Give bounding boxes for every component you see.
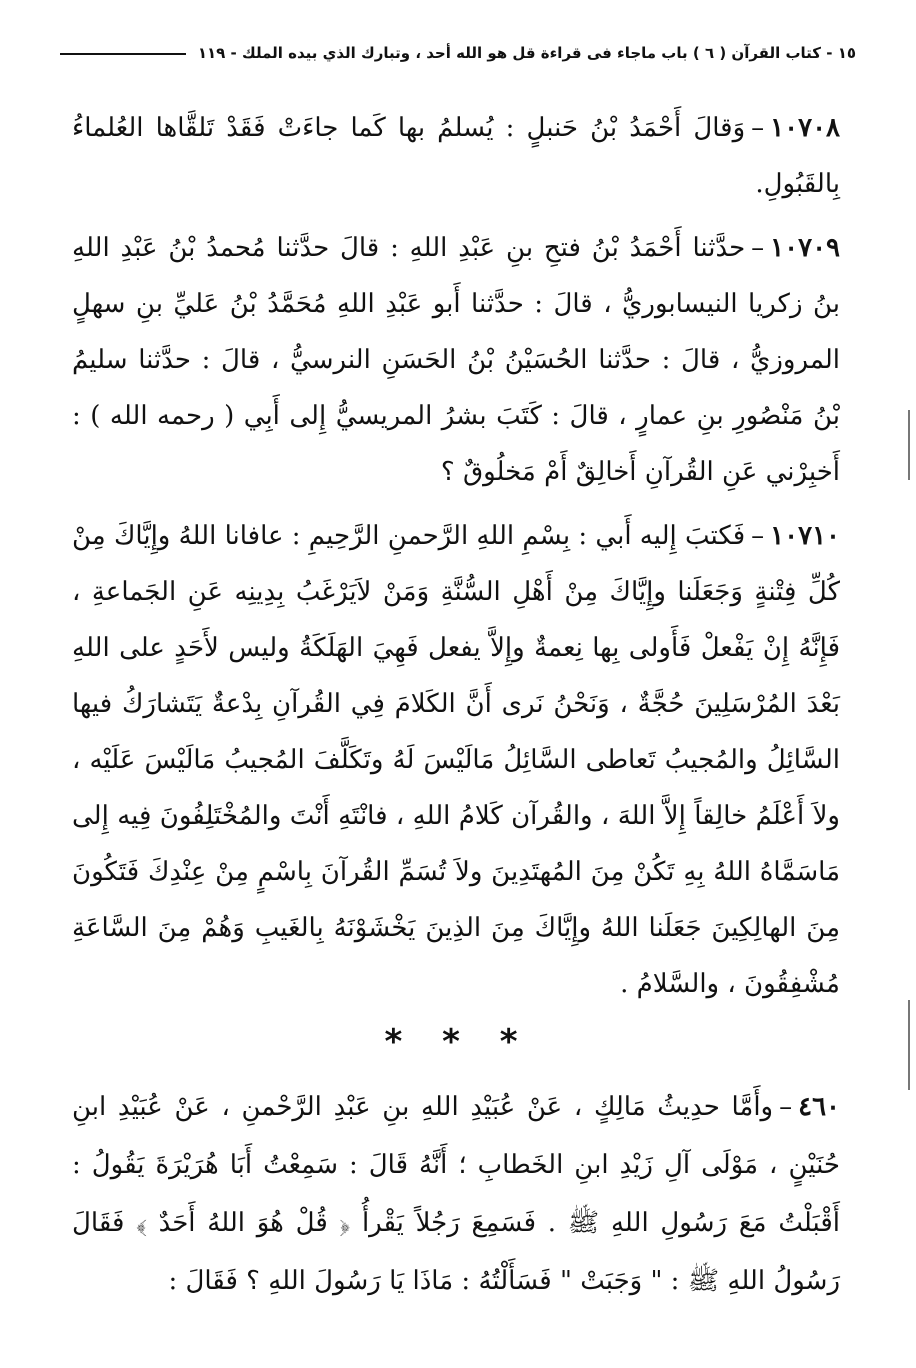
paragraph-10709: [72, 220, 840, 500]
dash-separator: –: [751, 113, 765, 143]
paragraph-number: ١٠٧٠٨: [770, 113, 840, 143]
paragraph-10708: [72, 100, 840, 212]
main-text: [72, 100, 840, 1020]
dash-separator: –: [751, 233, 765, 263]
paragraph-text: فَكتبَ إِليه أَبي : بِسْمِ اللهِ الرَّحمنِ الرَّحِيمِ : عافانا اللهُ وإِيَّاكَ مِنْ كُلِّ فِتْنةٍ وَجَعَلَنا وإِيَّاكَ مِنْ أَهْلِ السُّنَّةِ وَمَنْ لاَيَرْغَبُ بِدِينِه عَنِ الجَماعةِ ، فَإِنَّهُ إِنْ يَفْعلْ فَأَولى بِها نِعمةٌ وإِلاَّ يفعل فَهِيَ الهَلَكَةُ وليس لأَحَدٍ على اللهِ بَعْدَ المُرْسَلِينَ حُجَّةٌ ، وَنَحْنُ نَرى أَنَّ الكَلامَ فِي القُرآنِ بِدْعةٌ يَتَشارَكُ فيها السَّائِلُ والمُجيبُ تَعاطى السَّائِلُ مَالَيْسَ لَهُ وتَكَلَّفَ المُجيبُ مَالَيْسَ عَلَيْه ، ولاَ أَعْلَمُ خالِقاً إِلاَّ اللهَ ، والقُرآن كَلامُ اللهِ ، فانْتَهِ أَنْتَ والمُخْتَلِفُونَ فِيه إِلى مَاسَمَّاهُ اللهُ بِهِ تَكُنْ مِنَ المُهتَدِينَ ولاَ تُسَمِّ القُرآنَ بِاسْمٍ مِنْ عِنْدِكَ فَتَكُونَ مِنَ الهالِكِينَ جَعَلَنا اللهُ وإِيَّاكَ مِنَ الذِينَ يَخْشَوْنَهُ بِالغَيبِ وَهُمْ مِنَ السَّاعَةِ مُشْفِقُونَ ، والسَّلامُ .: [72, 521, 840, 999]
section-separator: * * *: [384, 1022, 532, 1062]
paragraph-460: [72, 1078, 840, 1310]
paragraph-number: ١٠٧٠٩: [770, 233, 840, 263]
paragraph-number: ٤٦٠: [798, 1092, 841, 1122]
page-header: [60, 30, 856, 62]
paragraph-number: ١٠٧١٠: [770, 521, 840, 551]
scan-edge-mark: [908, 1000, 910, 1090]
header-rule: [60, 53, 186, 55]
paragraph-10710: [72, 508, 840, 1012]
running-title: ١٥ - كتاب القرآن ( ٦ ) باب ماجاء فى قراءة قل هو الله أحد ، وتبارك الذي بيده الملك - ١١٩: [197, 44, 856, 62]
paragraph-text: وَقالَ أَحْمَدُ بْنُ حَنبلٍ : يُسلمُ بها كَما جاءَتْ فَقَدْ تَلقَّاها العُلماءُ بِالقَبُولِ.: [72, 113, 840, 199]
paragraph-text: وأَمَّا حدِيثُ مَالِكٍ ، عَنْ عُبَيْدِ اللهِ بنِ عَبْدِ الرَّحْمنِ ، عَنْ عُبَيْدِ ابنِ حُنَيْنٍ ، مَوْلَى آلِ زَيْدِ ابنِ الخَطابِ ؛ أَنَّهُ قَالَ : سَمِعْتُ أَبَا هُرَيْرَةَ يَقُولُ : أَقْبَلْتُ مَعَ رَسُولِ اللهِ ﷺ . فَسَمِعَ رَجُلاً يَقْرأُ ﴿ قُلْ هُوَ اللهُ أَحَدٌ ﴾ فَقَالَ رَسُولُ اللهِ ﷺ : " وَجَبَتْ " فَسَأَلْتُهُ : مَاذَا يَا رَسُولَ اللهِ ؟ فَقَالَ :: [72, 1092, 840, 1296]
section-460: [72, 1078, 840, 1310]
dash-separator: –: [751, 521, 765, 551]
scan-edge-mark: [908, 410, 910, 480]
dash-separator: –: [779, 1092, 793, 1122]
paragraph-text: حدَّثنا أَحْمَدُ بْنُ فتحِ بنِ عَبْدِ اللهِ : قالَ حدَّثنا مُحمدُ بْنُ عَبْدِ اللهِ بنُ زكريا النيسابوريُّ ، قالَ : حدَّثنا أَبو عَبْدِ اللهِ مُحَمَّدُ بْنُ عَليِّ بنِ سهلٍ المروزيُّ ، قالَ : حدَّثنا الحُسَيْنُ بْنُ الحَسَنِ النرسيُّ ، قالَ : حدَّثنا سليمُ بْنُ مَنْصُورِ بنِ عمارٍ ، قالَ : كَتَبَ بشرُ المريسيُّ إِلى أَبِي ( رحمه الله ) : أَخبِرْني عَنِ القُرآنِ أَخالِقٌ أَمْ مَخلُوقٌ ؟: [72, 233, 840, 487]
